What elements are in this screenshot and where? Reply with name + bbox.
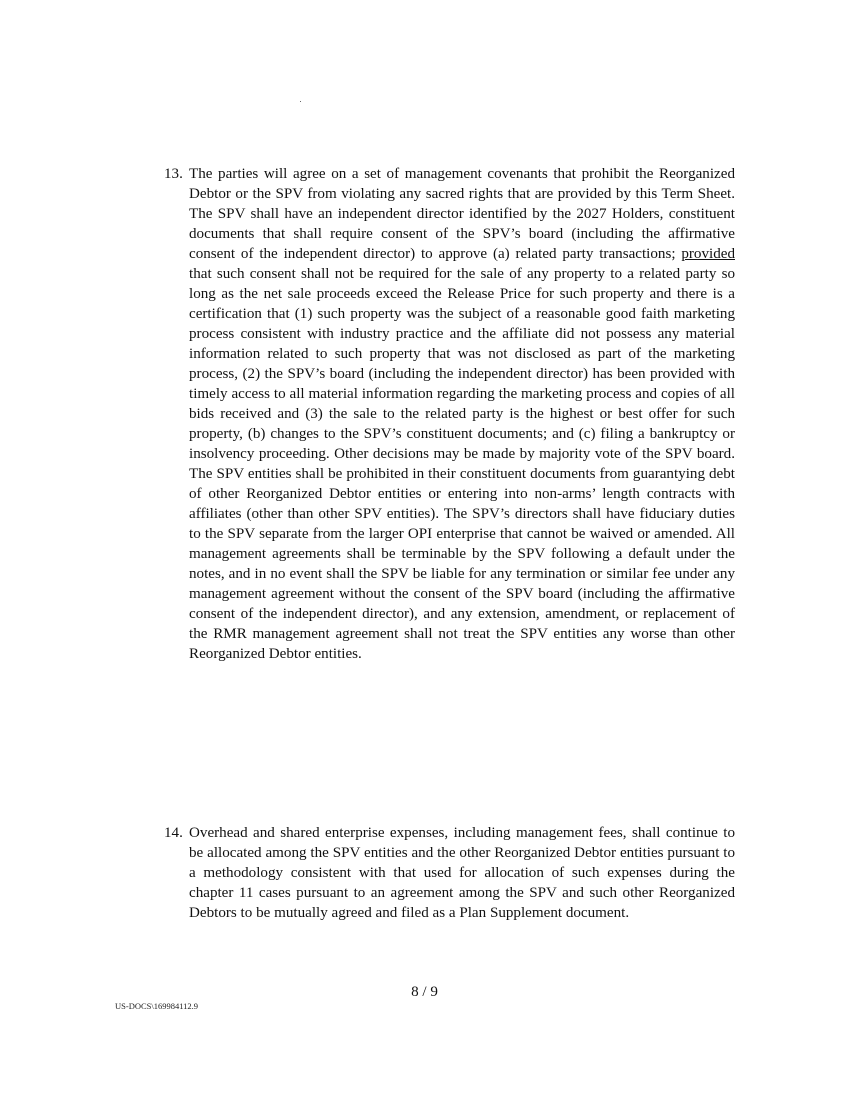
item-number: 14. <box>164 825 183 841</box>
item-text-part: that such consent shall not be required for the sale of any property to a related party so long as the net sale proceeds exceed the Release Price for such property and there is a certification that (1) such property was the subject of a reasonable good faith marketing process consistent with industry practice and the affiliate did not possess any material information related to such property that was not disclosed as part of the marketing process, (2) the SPV’s board (including the independent director) has been provided with timely access to all material information regarding the marketing process and copies of all bids received and (3) the sale to the related party is the highest or best offer for such property, (b) changes to the SPV’s constituent documents; and (c) filing a bankruptcy or insolvency proceeding. Other decisions may be made by majority vote of the SPV board. The SPV entities shall be prohibited in their constituent documents from guarantying debt of other Reorganized Debtor entities or entering into non-arms’ length contracts with affiliates (other than other SPV entities). The SPV’s directors shall have fiduciary duties to the SPV separate from the larger OPI enterprise that cannot be waived or amended. All management agreements shall be terminable by the SPV following a default under the notes, and in no event shall the SPV be liable for any termination or similar fee under any management agreement without the consent of the SPV board (including the affirmative consent of the independent director), and any extension, amendment, or replacement of the RMR management agreement shall not treat the SPV entities any worse than other Reorganized Debtor entities. <box>189 266 735 662</box>
item-text <box>164 164 735 664</box>
list-item-13 <box>164 164 735 664</box>
item-text-part: The parties will agree on a set of management covenants that prohibit the Reorganized Debtor or the SPV from violating any sacred rights that are provided by this Term Sheet. The SPV shall have an independent director identified by the 2027 Holders, constituent documents that shall require consent of the SPV’s board (including the affirmative consent of the independent director) to approve (a) related party transactions; <box>189 166 735 262</box>
list-item-14 <box>164 823 735 923</box>
stray-mark <box>300 101 301 102</box>
document-id: US-DOCS\169984112.9 <box>115 1001 199 1011</box>
page-number: 8 / 9 <box>411 984 438 1000</box>
underlined-term: provided <box>681 246 735 262</box>
item-text: Overhead and shared enterprise expenses, including management fees, shall continue to be allocated among the SPV entities and the other Reorganized Debtor entities pursuant to a methodology consistent with that used for allocation of such expenses during the chapter 11 cases pursuant to an agreement among the SPV and such other Reorganized Debtors to be mutually agreed and filed as a Plan Supplement document. <box>189 825 735 921</box>
item-number: 13. <box>164 166 183 182</box>
